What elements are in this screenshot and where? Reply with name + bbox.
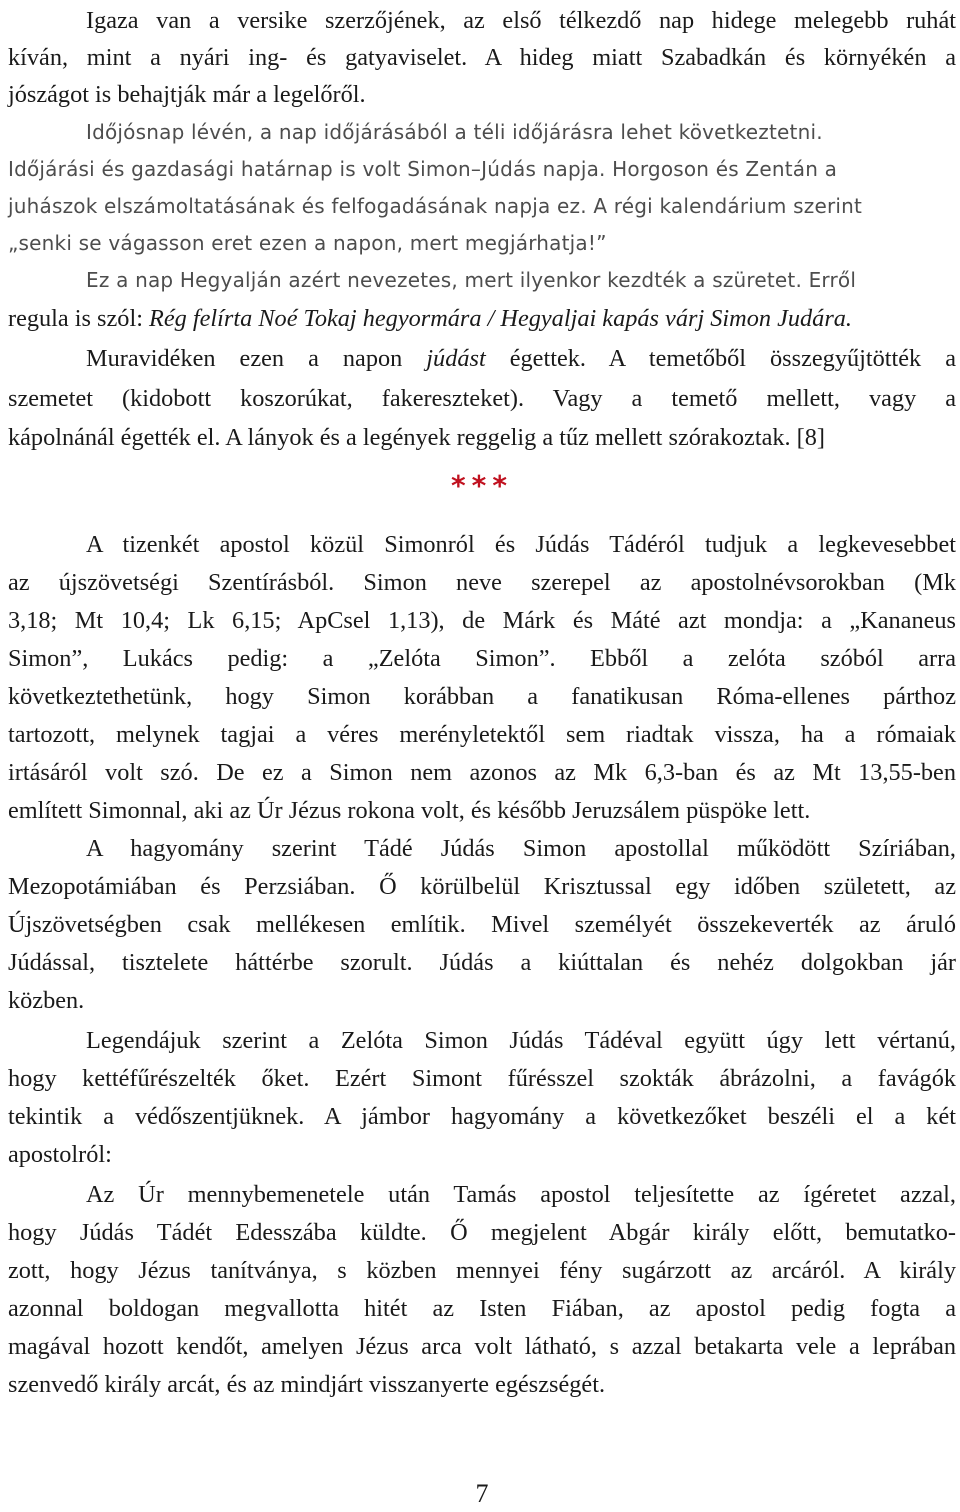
section-separator: *** (451, 469, 513, 502)
text-line: A tizenkét apostol közül Simonról és Júdás Tádéról tudjuk a legkevesebbet (86, 531, 956, 558)
text-line: Ez a nap Hegyalján azért nevezetes, mert ilyenkor kezdték a szüretet. Erről (86, 268, 857, 292)
text-line: azonnal boldogan megvallotta hitét az Isten Fiában, az apostol pedig fogta a (8, 1295, 956, 1322)
text-line: Újszövetségben csak mellékesen említik. Mivel személyét összekeverték az áruló (8, 911, 956, 938)
page-number: 7 (475, 1479, 489, 1508)
text-line: Igaza van a versike szerzőjének, az első télkezdő nap hidege melegebb ruhát (86, 7, 956, 34)
mura-after: égettek. A temetőből összegyűjtötték a (485, 345, 956, 372)
text-line: Legendájuk szerint a Zelóta Simon Júdás Tádéval együtt úgy lett vértanú, (86, 1027, 956, 1054)
text-line: szenvedő király arcát, és az mindjárt visszanyerte egészségét. (8, 1371, 606, 1398)
regula-quote: Rég felírta Noé Tokaj hegyormára / Hegyaljai kapás várj Simon Judára. (149, 305, 852, 332)
text-line: zott, hogy Jézus tanítványa, s közben mennyei fény sugárzott az arcáról. A király (8, 1257, 956, 1284)
regula-line (8, 300, 852, 338)
text-line: tartozott, melynek tagjai a véres merényletektől sem riadtak vissza, ha a rómaiak (8, 721, 956, 748)
mura-before: Muravidéken ezen a napon (86, 345, 427, 372)
text-line: tekintik a védőszentjüknek. A jámbor hagyomány a következőket beszéli el a két (8, 1103, 956, 1130)
text-line: hogy kettéfűrészelték őket. Ezért Simont fűrésszel szokták ábrázolni, a favágók (8, 1065, 956, 1092)
text-line: jószágot is behajtják már a legelőről. (8, 81, 366, 108)
text-line: szemetet (kidobott koszorúkat, fakereszteket). Vagy a temető mellett, vagy a (8, 385, 956, 412)
text-line: A hagyomány szerint Tádé Júdás Simon apostollal működött Szíriában, (86, 835, 956, 862)
text-line: említett Simonnal, aki az Úr Jézus rokona volt, és később Jeruzsálem püspöke lett. (8, 797, 811, 824)
text-line: kíván, mint a nyári ing- és gatyaviselet. A hideg miatt Szabadkán és környékén a (8, 44, 956, 71)
mura-line (8, 340, 956, 378)
text-line: közben. (8, 987, 85, 1014)
mura-italic: júdást (426, 345, 486, 372)
text-line: kápolnánál égették el. A lányok és a legények reggelig a tűz mellett szórakoztak. [8] (8, 424, 826, 451)
text-line: következtethetünk, hogy Simon korábban a fanatikusan Róma-ellenes párthoz (8, 683, 956, 710)
regula-prefix: regula is szól: (8, 305, 150, 332)
text-line: Időjárási és gazdasági határnap is volt Simon–Júdás napja. Horgoson és Zentán a (8, 157, 838, 181)
text-line: irtásáról volt szó. De ez a Simon nem azonos az Mk 6,3-ban és az Mt 13,55-ben (8, 759, 956, 786)
text-line: Simon”, Lukács pedig: a „Zelóta Simon”. Ebből a zelóta szóból arra (8, 645, 956, 672)
text-line: Mezopotámiában és Perzsiában. Ő körülbelül Krisztussal egy időben született, az (8, 873, 956, 900)
text-line: Júdással, tisztelete háttérbe szorult. Júdás a kiúttalan és nehéz dolgokban jár (8, 949, 956, 976)
text-line: 3,18; Mt 10,4; Lk 6,15; ApCsel 1,13), de Márk és Máté azt mondja: a „Kananeus (8, 607, 956, 634)
text-line: Az Úr mennybemenetele után Tamás apostol teljesítette az ígéretet azzal, (86, 1181, 956, 1208)
text-line: az újszövetségi Szentírásból. Simon neve szerepel az apostolnévsorokban (Mk (8, 569, 956, 596)
text-line: „senki se vágasson eret ezen a napon, mert megjárhatja!” (8, 231, 607, 255)
text-line: hogy Júdás Tádét Edesszába küldte. Ő megjelent Abgár király előtt, bemutatko- (8, 1219, 956, 1246)
text-line: magával hozott kendőt, amelyen Jézus arca volt látható, s azzal betakarta vele a leprában (8, 1333, 956, 1360)
text-line: juhászok elszámoltatásának és felfogadásának napja ez. A régi kalendárium szerint (8, 194, 863, 218)
text-line: apostolról: (8, 1141, 112, 1168)
text-line: Időjósnap lévén, a nap időjárásából a téli időjárásra lehet következtetni. (86, 120, 823, 144)
